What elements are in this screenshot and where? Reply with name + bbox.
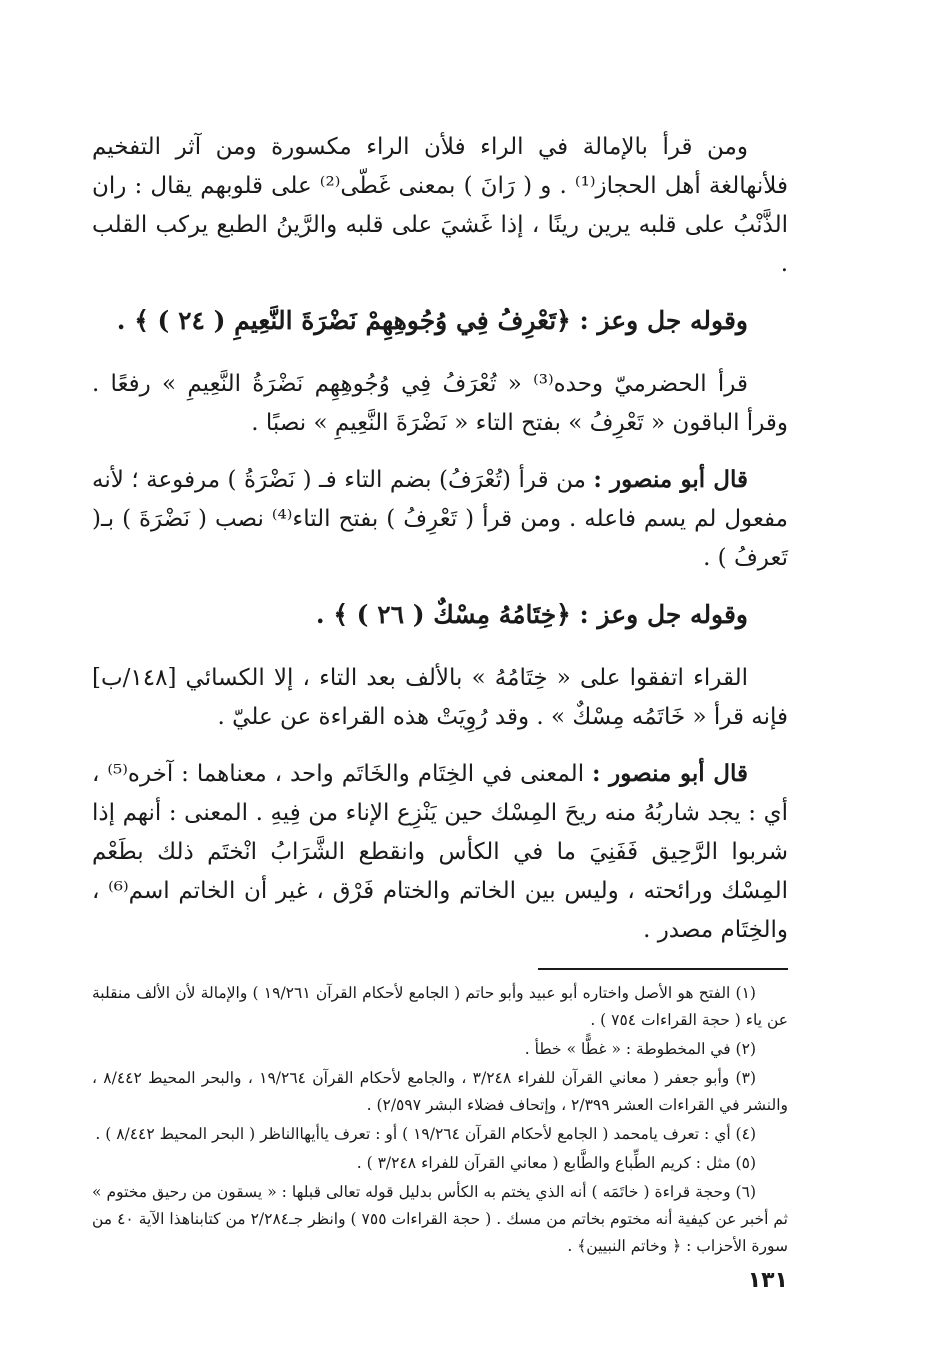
speaker-label: قال أبو منصور : bbox=[592, 760, 749, 787]
verse-heading-26: وقوله جل وعز : ﴿خِتَامُهُ مِسْكٌ ( ٢٦ ) ﴾ . bbox=[315, 600, 748, 629]
page-number: ١٣١ bbox=[747, 1268, 788, 1293]
footnote-2: (٢) في المخطوطة : « غطًّا » خطأ . bbox=[524, 1040, 756, 1058]
paragraph-5-text: المعنى في الخِتَام والخَاتَم واحد ، معناهما : آخره⁽⁵⁾ ، أي : يجد شاربُهُ منه ريحَ المِسْك حين يَنْزِع الإناء من فِيهِ . المعنى : أنهم إذا شربوا الرَّحِيق فَفَنِيَ ما في الكأس وانقطع الشَّرَابُ انْختَم ذلك بطَعْم المِسْك ورائحته ، وليس بين الخاتم والختام فَرْق ، غير أن الخاتم اسم⁽⁶⁾ ، والخِتَام مصدر . bbox=[92, 761, 788, 943]
footnotes bbox=[92, 980, 788, 1260]
speaker-label: قال أبو منصور : bbox=[593, 466, 749, 493]
paragraph-4: القراء اتفقوا على « خِتَامُهُ » بالألف بعد التاء ، إلا الكسائي [١٤٨/ب] فإنه قرأ « خَاتَمُه مِسْكٌ » . وقد رُوِيَتْ هذه القراءة عن عليّ . bbox=[92, 665, 788, 730]
paragraph-2: قرأ الحضرميّ وحده⁽³⁾ « تُعْرَفُ فِي وُجُوهِهِم نَضْرَةُ النَّعِيمِ » رفعًا . وقرأ الباقون « تَعْرِفُ » بفتح التاء « نَضْرَةَ النَّعِيمِ » نصبًا . bbox=[92, 371, 788, 436]
paragraph-1: ومن قرأ بالإمالة في الراء فلأن الراء مكسورة ومن آثر التفخيم فلأنهالغة أهل الحجاز⁽¹⁾ . و ( رَانَ ) بمعنى غَطّى⁽²⁾ على قلوبهم يقال : ران الذَّنْبُ على قلبه يرين رينًا ، إذا غَشيَ على قلبه والرَّينُ الطبع يركب القلب . bbox=[92, 134, 789, 277]
verse-heading-24: وقوله جل وعز : ﴿تَعْرِفُ فِي وُجُوهِهِمْ نَضْرَةَ النَّعِيمِ ( ٢٤ ) ﴾ . bbox=[116, 306, 748, 335]
footnote-divider bbox=[538, 968, 788, 970]
footnote-3: (٣) وأبو جعفر ( معاني القرآن للفراء ٣/٢٤٨ ، والجامع لأحكام القرآن ١٩/٢٦٤ ، والبحر المحيط ٨/٤٤٢ ، والنشر في القراءات العشر ٢/٣٩٩ ، وإتحاف فضلاء البشر ٢/٥٩٧) . bbox=[92, 1069, 788, 1114]
footnote-4: (٤) أي : تعرف يامحمد ( الجامع لأحكام القرآن ١٩/٢٦٤ ) أو : تعرف ياأيهاالناظر ( البحر المحيط ٨/٤٤٢ ) . bbox=[95, 1125, 756, 1143]
footnote-5: (٥) مثل : كريم الطِّباع والطَّابع ( معاني القرآن للفراء ٣/٢٤٨ ) . bbox=[356, 1154, 756, 1172]
footnote-1: (١) الفتح هو الأصل واختاره أبو عبيد وأبو حاتم ( الجامع لأحكام القرآن ١٩/٢٦١ ) والإمالة لأن الألف منقلبة عن ياء ( حجة القراءات ٧٥٤ ) . bbox=[92, 984, 788, 1029]
footnote-6: (٦) وحجة قراءة ( خاتَمَه ) أنه الذي يختم به الكأس بدليل قوله تعالى قبلها : « يسقون من رحيق مختوم » ثم أخبر عن كيفية أنه مختوم بخاتم من مسك . ( حجة القراءات ٧٥٥ ) وانظر جـ٢/٢٨٤ من كتابناهذا الآية ٤٠ من سورة الأحزاب : ﴿ وخاتم النبيين﴾ . bbox=[92, 1183, 788, 1255]
paragraph-3-text: من قرأ (تُعْرَفُ) بضم التاء فـ ( نَضْرَةُ ) مرفوعة ؛ لأنه مفعول لم يسم فاعله . ومن قرأ ( تَعْرِفُ ) بفتح التاء⁽⁴⁾ نصب ( نَضْرَةَ ) بـ( تَعرفُ ) . bbox=[92, 467, 788, 571]
paragraph-5 bbox=[92, 754, 788, 950]
paragraph-3 bbox=[92, 460, 788, 578]
